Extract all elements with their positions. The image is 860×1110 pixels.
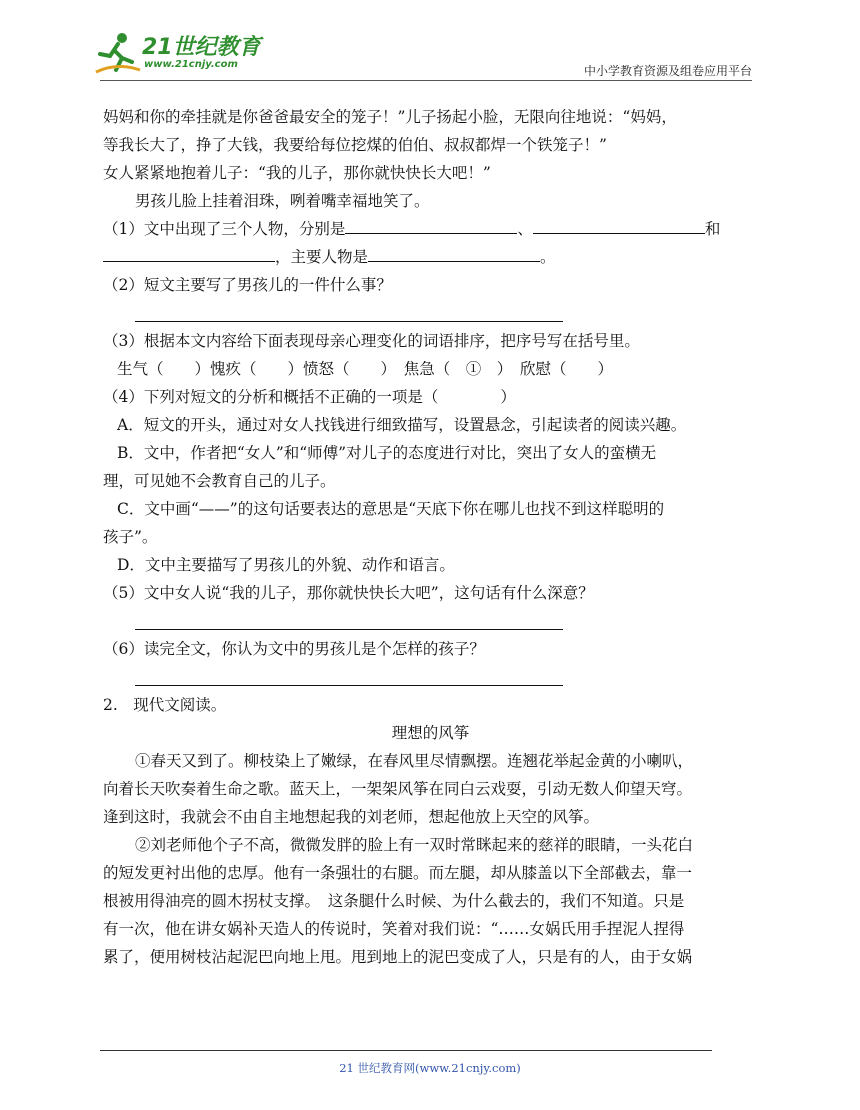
passage-line: ②刘老师他个子不高，微微发胖的脸上有一双时常眯起来的慈祥的眼睛，一头花白 — [135, 836, 694, 854]
answer-blank[interactable] — [103, 243, 275, 262]
passage-line: ①春天又到了。柳枝染上了嫩绿，在春风里尽情飘摆。连翘花举起金黄的小喇叭， — [135, 752, 694, 770]
platform-name: 中小学教育资源及组卷应用平台 — [583, 64, 752, 78]
header-divider — [100, 80, 752, 81]
logo-text: 21世纪教育 — [142, 35, 261, 60]
question-4: （4）下列对短文的分析和概括不正确的一项是（ ） — [103, 388, 516, 406]
question-1-text: ，主要人物是 — [275, 248, 369, 266]
passage-title: 理想的风筝 — [391, 724, 470, 742]
story-line: 男孩儿脸上挂着泪珠，咧着嘴幸福地笑了。 — [135, 192, 430, 210]
separator: 、 — [517, 220, 533, 238]
option-b-cont: 理，可见她不会教育自己的儿子。 — [103, 472, 336, 490]
option-b: B．文中，作者把“女人”和“师傅”对儿子的态度进行对比，突出了女人的蛮横无 — [117, 444, 657, 462]
option-c-cont: 孩子”。 — [103, 528, 158, 546]
section-2-heading: 2. 现代文阅读。 — [103, 696, 227, 714]
footer-divider — [100, 1050, 712, 1051]
question-1-text: （1）文中出现了三个人物，分别是 — [103, 220, 346, 238]
separator: 和 — [704, 220, 721, 238]
story-line: 等我长大了，挣了大钱，我要给每位挖煤的伯伯、叔叔都焊一个铁笼子！” — [103, 136, 607, 154]
document-body — [103, 103, 758, 971]
passage-line: 逢到这时，我就会不由自主地想起我的刘老师，想起他放上天空的风筝。 — [103, 808, 600, 826]
answer-blank[interactable] — [368, 243, 540, 262]
story-line: 女人紧紧地抱着儿子：“我的儿子，那你就快快长大吧！” — [103, 164, 491, 182]
answer-line[interactable] — [103, 663, 758, 691]
page-footer[interactable]: 21 世纪教育网(www.21cnjy.com) — [339, 1061, 521, 1075]
option-d: D．文中主要描写了男孩儿的外貌、动作和语言。 — [117, 556, 455, 574]
question-1 — [103, 215, 758, 243]
option-a: A．短文的开头，通过对女人找钱进行细致描写，设置悬念，引起读者的阅读兴趣。 — [117, 416, 687, 434]
question-1-cont — [103, 243, 758, 271]
question-5: （5）文中女人说“我的儿子，那你就快快长大吧”，这句话有什么深意？ — [103, 584, 594, 602]
question-3: （3）根据本文内容给下面表现母亲心理变化的词语排序，把序号写在括号里。 — [103, 332, 640, 350]
passage-line: 根被用得油亮的圆木拐杖支撑。 这条腿什么时候、为什么截去的，我们不知道。只是 — [103, 892, 685, 910]
option-c: C．文中画“——”的这句话要表达的意思是“天底下你在哪儿也找不到这样聪明的 — [117, 500, 665, 518]
answer-blank[interactable] — [533, 215, 705, 234]
site-logo — [92, 32, 262, 78]
logo-url: www.21cnjy.com — [144, 59, 238, 70]
passage-line: 的短发更衬出他的忠厚。他有一条强壮的右腿。而左腿，却从膝盖以下全部截去，靠一 — [103, 864, 693, 882]
question-2: （2）短文主要写了男孩儿的一件什么事？ — [103, 276, 392, 294]
answer-line[interactable] — [103, 299, 758, 327]
answer-line[interactable] — [103, 607, 758, 635]
question-3-options: 生气（ ）愧疚（ ）愤怒（ ） 焦急（ ① ） 欣慰（ ） — [117, 360, 614, 378]
answer-blank[interactable] — [345, 215, 517, 234]
question-6: （6）读完全文，你认为文中的男孩儿是个怎样的孩子？ — [103, 640, 485, 658]
passage-line: 向着长天吹奏着生命之歌。蓝天上，一架架风筝在同白云戏耍，引动无数人仰望天穹。 — [103, 780, 693, 798]
story-line: 妈妈和你的牵挂就是你爸爸最安全的笼子！”儿子扬起小脸，无限向往地说：“妈妈， — [103, 108, 677, 126]
period: 。 — [540, 248, 556, 266]
passage-line: 有一次，他在讲女娲补天造人的传说时，笑着对我们说：“……女娲氏用手捏泥人捏得 — [103, 920, 685, 938]
passage-line: 累了，便用树枝沾起泥巴向地上甩。甩到地上的泥巴变成了人，只是有的人，由于女娲 — [103, 948, 693, 966]
page-header — [0, 0, 860, 84]
runner-logo-icon — [92, 32, 142, 76]
